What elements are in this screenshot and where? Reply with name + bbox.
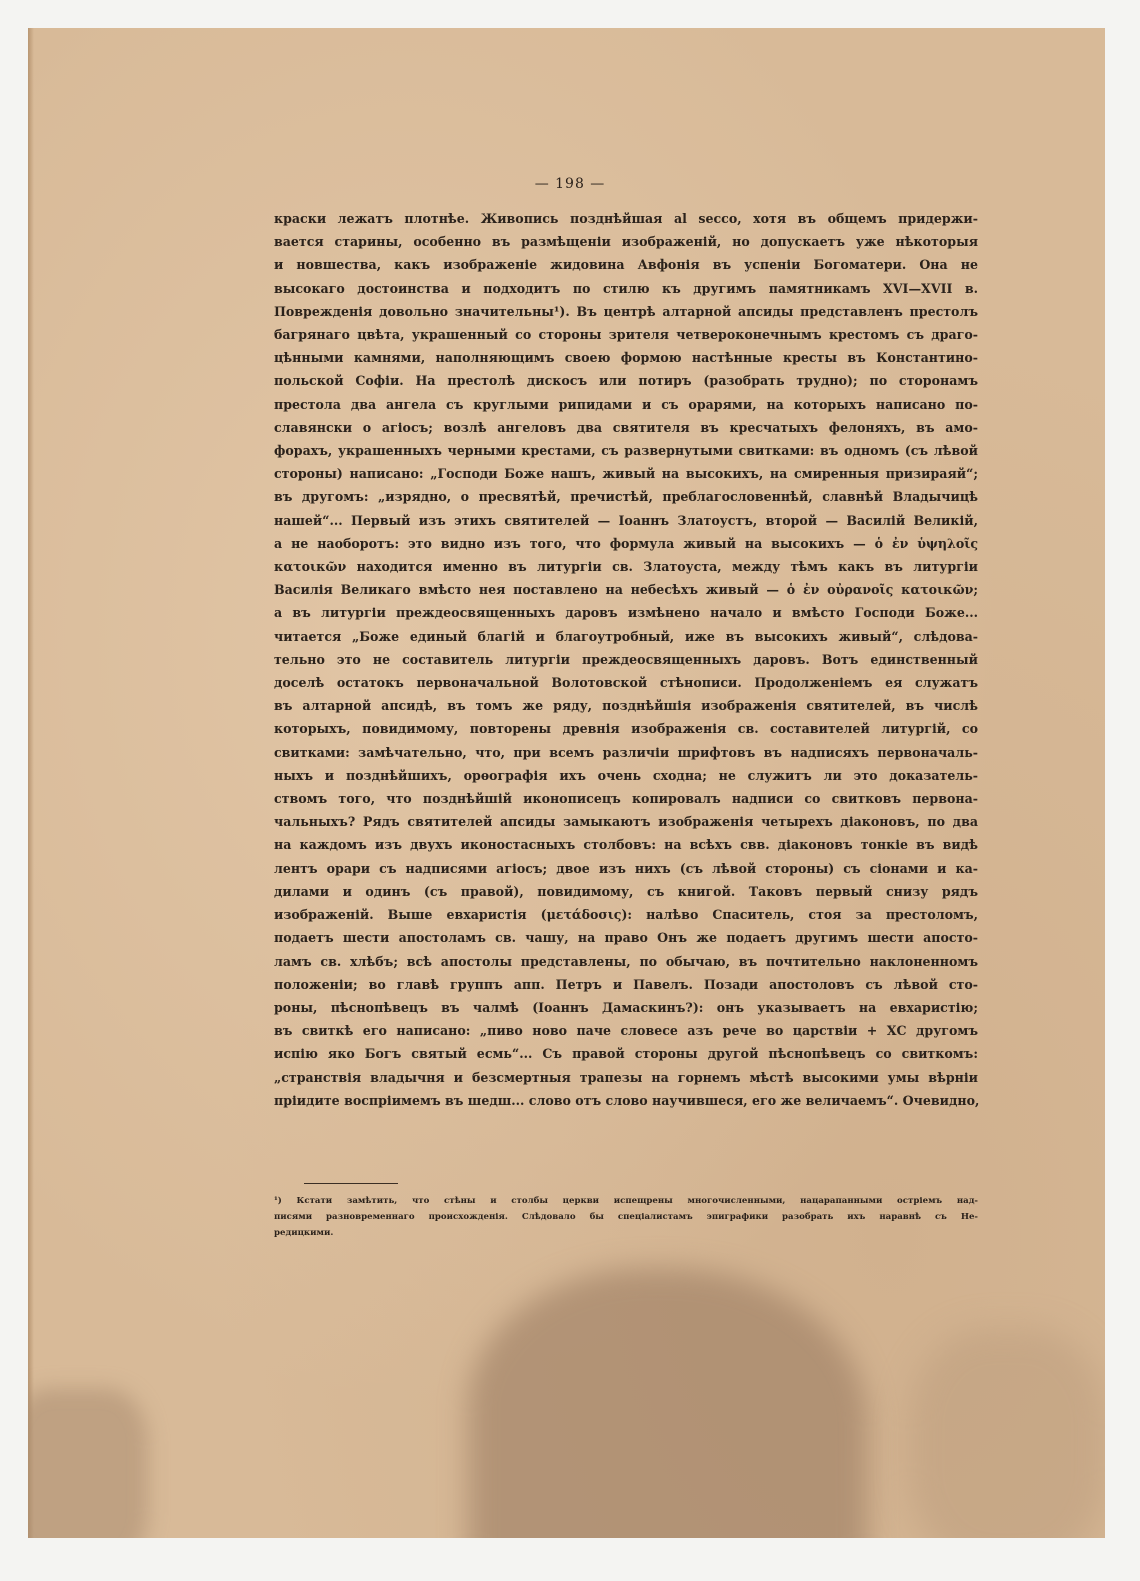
- text-line: читается „Боже единый благій и благоутробный, иже въ высокихъ живый“, слѣдова-: [274, 628, 978, 644]
- text-line: подаетъ шести апостоламъ св. чашу, на право Онъ же подаетъ другимъ шести апосто-: [274, 930, 978, 946]
- body-text: [274, 207, 978, 1112]
- text-line: стороны) написано: „Господи Боже нашъ, живый на высокихъ, на смиренныя призираяй“;: [274, 466, 978, 482]
- text-line: доселѣ остатокъ первоначальной Волотовской стѣнописи. Продолженіемъ ея служатъ: [274, 675, 978, 691]
- text-line: ныхъ и позднѣйшихъ, орѳографія ихъ очень сходна; не служитъ ли это доказатель-: [274, 767, 978, 783]
- text-line: роны, пѣснопѣвецъ въ чалмѣ (Іоаннъ Дамаскинъ?): онъ указываетъ на евхаристію;: [274, 999, 978, 1015]
- footnote-line: редицкими.: [274, 1228, 334, 1238]
- page-stain: [468, 1268, 868, 1538]
- text-line: которыхъ, повидимому, повторены древнія изображенія св. составителей литургій, со: [274, 721, 978, 737]
- text-line: чальныхъ? Рядъ святителей апсиды замыкаютъ изображенія четырехъ діаконовъ, по два: [274, 814, 978, 830]
- text-line: престола два ангела съ круглыми рипидами и съ орарями, на которыхъ написано по-: [274, 396, 978, 412]
- text-line: ствомъ того, что позднѣйшій иконописецъ копировалъ надписи со свитковъ первона-: [274, 791, 978, 807]
- text-line: въ другомъ: „изрядно, о пресвятѣй, пречистѣй, преблагословеннѣй, славнѣй Владычицѣ: [274, 489, 978, 505]
- text-line: дилами и одинъ (съ правой), повидимому, съ книгой. Таковъ первый снизу рядъ: [274, 883, 978, 899]
- text-line: Василія Великаго вмѣсто нея поставлено на небесѣхъ живый — ὁ ἐν οὐρανοῖς κατοικῶν;: [274, 582, 978, 598]
- text-line: а не наоборотъ: это видно изъ того, что формула живый на высокихъ — ὁ ἐν ὑψηλοῖς: [274, 535, 978, 551]
- footnote-divider: [304, 1183, 398, 1184]
- text-line: въ свиткѣ его написано: „пиво ново паче словесе азъ рече во царствіи + ХС другомъ: [274, 1023, 978, 1039]
- text-line: багрянаго цвѣта, украшенный со стороны зрителя четвероконечнымъ крестомъ съ драго-: [274, 327, 978, 343]
- text-line: свитками: замѣчательно, что, при всемъ различіи шрифтовъ въ надписяхъ первоначаль-: [274, 744, 978, 760]
- text-line: высокаго достоинства и подходитъ по стилю къ другимъ памятникамъ XVI—XVII в.: [274, 280, 978, 296]
- text-line: изображеній. Выше евхаристія (μετάδοσις): налѣво Спаситель, стоя за престоломъ,: [274, 907, 978, 923]
- text-line: положеніи; во главѣ группъ апп. Петръ и Павелъ. Позади апостоловъ съ лѣвой сто-: [274, 976, 978, 992]
- page-binding-edge: [28, 28, 34, 1538]
- text-line: на каждомъ изъ двухъ иконостасныхъ столбовъ: на всѣхъ свв. діаконовъ тонкіе въ видѣ: [274, 837, 978, 853]
- text-line: нашей“... Первый изъ этихъ святителей — Іоаннъ Златоустъ, второй — Василій Великій,: [274, 512, 978, 528]
- text-line: польской Софіи. На престолѣ дискосъ или потиръ (разобрать трудно); по сторонамъ: [274, 373, 978, 389]
- text-line: а въ литургіи преждеосвященныхъ даровъ измѣнено начало и вмѣсто Господи Боже...: [274, 605, 978, 621]
- text-line: тельно это не составитель литургіи преждеосвященныхъ даровъ. Вотъ единственный: [274, 651, 978, 667]
- text-line: „странствія владычня и безсмертныя трапезы на горнемъ мѣстѣ высокими умы вѣрніи: [274, 1069, 978, 1085]
- text-line: ламъ св. хлѣбъ; всѣ апостолы представлены, по обычаю, въ почтительно наклоненномъ: [274, 953, 978, 969]
- page-number: — 198 —: [534, 176, 606, 192]
- text-line: форахъ, украшенныхъ черными крестами, съ развернутыми свитками: въ одномъ (съ лѣвой: [274, 443, 978, 459]
- text-line: пріидите воспріимемъ въ шедш... слово отъ слово научившеся, его же величаемъ“. Очевидно,: [274, 1092, 980, 1108]
- text-line: славянски о агіосъ; возлѣ ангеловъ два святителя въ кресчатыхъ фелоняхъ, въ амо-: [274, 419, 978, 435]
- text-line: испію яко Богъ святый есмь“... Съ правой стороны другой пѣснопѣвецъ со свиткомъ:: [274, 1046, 978, 1062]
- text-line: цѣнными камнями, наполняющимъ своею формою настѣнные кресты въ Константино-: [274, 350, 978, 366]
- text-line: вается старины, особенно въ размѣщеніи изображеній, но допускаетъ уже нѣкоторыя: [274, 234, 978, 250]
- text-line: въ алтарной апсидѣ, въ томъ же ряду, позднѣйшія изображенія святителей, въ числѣ: [274, 698, 978, 714]
- text-line: краски лежатъ плотнѣе. Живопись позднѣйшая al secco, хотя въ общемъ придержи-: [274, 211, 978, 226]
- text-line: лентъ орари съ надписями агіосъ; двое изъ нихъ (съ лѣвой стороны) съ сіонами и ка-: [274, 860, 978, 876]
- text-line: и новшества, какъ изображеніе жидовина Авфонія въ успеніи Богоматери. Она не: [274, 257, 978, 273]
- footnote: [274, 1193, 978, 1241]
- footnote-line: ¹) Кстати замѣтить, что стѣны и столбы церкви испещрены многочисленными, нацарапанными остріемъ над-: [274, 1196, 978, 1206]
- page-stain: [28, 1388, 148, 1538]
- footnote-line: писями разновременнаго происхожденія. Слѣдовало бы спеціалистамъ эпиграфики разобрать ихъ наравнѣ съ Не-: [274, 1212, 978, 1222]
- text-line: κατοικῶν находится именно въ литургіи св. Златоуста, между тѣмъ какъ въ литургіи: [274, 559, 978, 575]
- page-stain: [908, 1328, 1105, 1538]
- text-line: Поврежденія довольно значительны¹). Въ центрѣ алтарной апсиды представленъ престолъ: [274, 303, 978, 319]
